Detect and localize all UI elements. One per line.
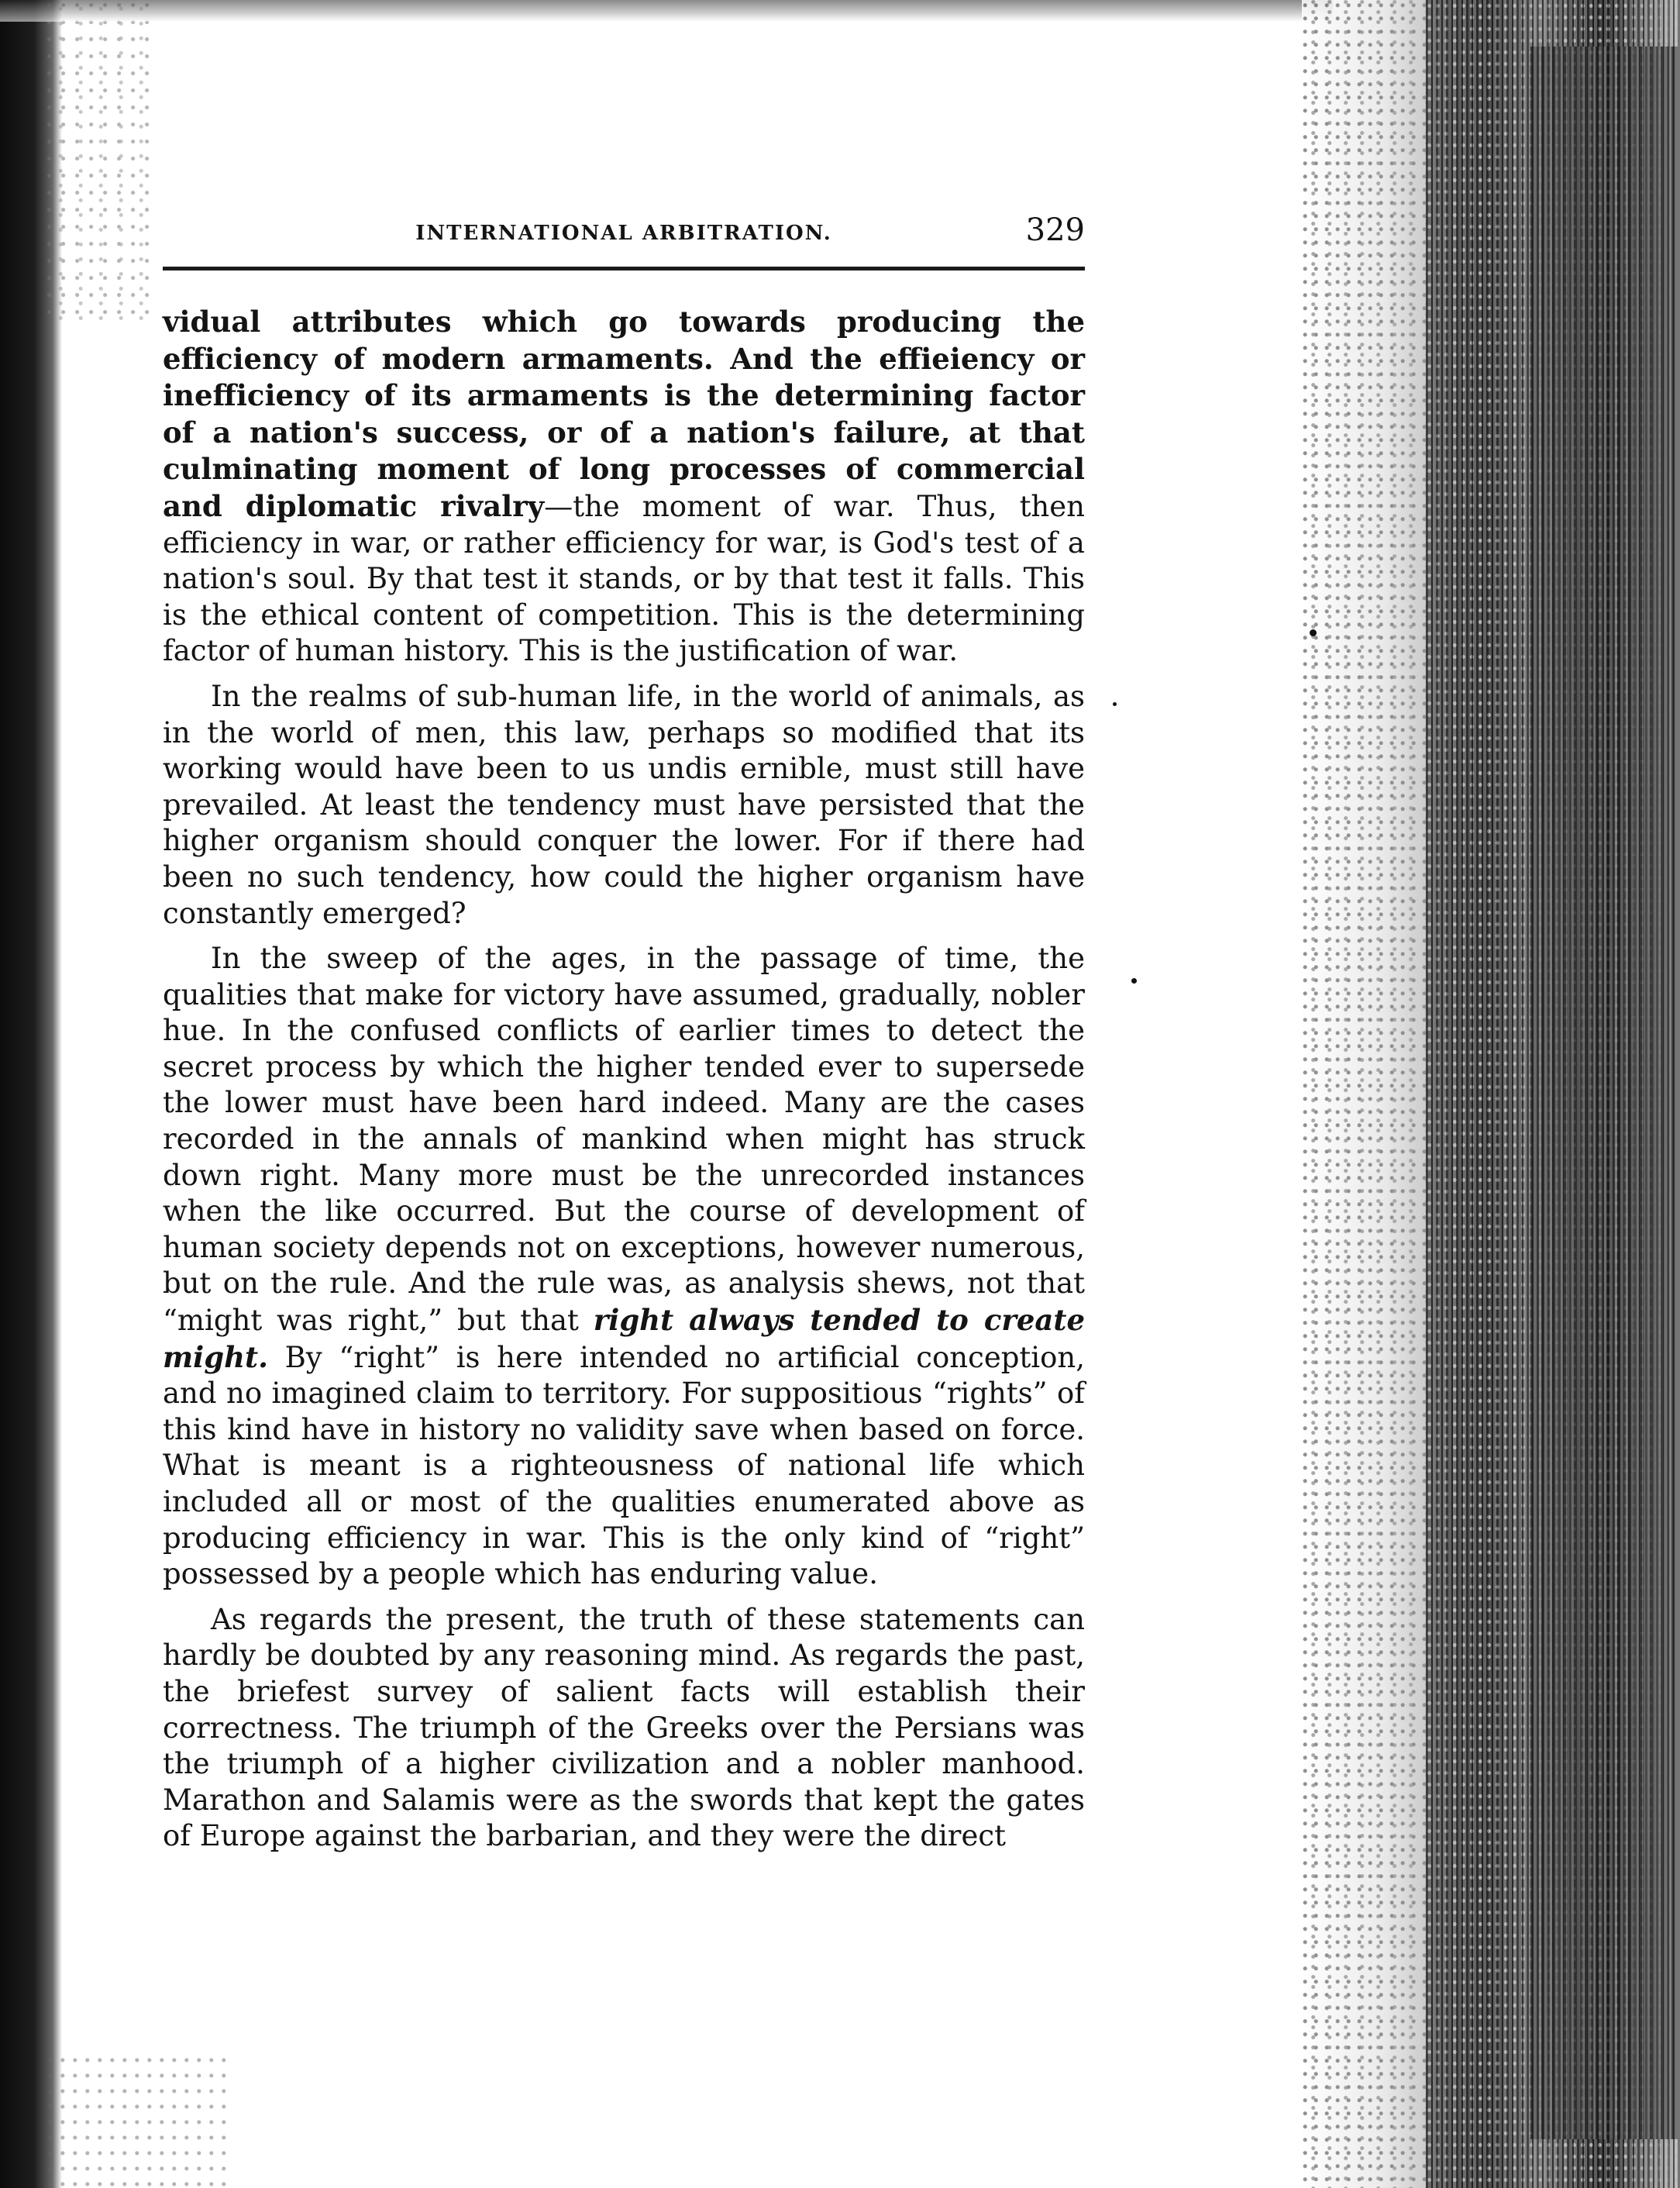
scan-right-noise <box>1302 0 1434 2188</box>
header-rule <box>163 267 1085 270</box>
paragraph-3 <box>163 941 1085 1593</box>
scan-speckle-top-left <box>46 0 155 326</box>
scan-left-edge <box>0 0 62 2188</box>
paragraph-3-italic-segment: right always tended to create might. <box>163 1303 1085 1374</box>
scan-binding-shadow <box>1530 47 1678 2139</box>
paragraph-1-bold-segment: vidual attributes which go towards producing the efficiency of modern armaments. And the effieiency or inefficiency of its armaments is the determining factor of a nation's success, or of a nation's failure, at that culminating moment of long processes of commercial and diplomatic rivalry <box>163 305 1085 523</box>
scan-top-edge <box>0 0 1333 22</box>
page-number: 329 <box>1025 212 1085 248</box>
running-head <box>163 209 1085 256</box>
scan-dust-speck <box>1113 702 1117 706</box>
running-title: INTERNATIONAL ARBITRATION. <box>415 222 832 245</box>
body-text <box>163 304 1085 1864</box>
paragraph-3-segment-after: By “right” is here intended no artificial conception, and no imagined claim to territory. For suppositious “rights” of this kind have in history no validity save when based on force. What is meant is a righteousness of national life which included all or most of the qualities enumerated above as producing efficiency in war. This is the only kind of “right” possessed by a people which has enduring value. <box>163 1340 1085 1591</box>
scan-speckle-bottom-left <box>46 2054 232 2188</box>
paragraph-3-segment-before: In the sweep of the ages, in the passage of time, the qualities that make for victory have assumed, gradually, nobler hue. In the confused conflicts of earlier times to detect the secret process by which the higher tended ever to supersede the lower must have been hard indeed. Many are the cases recorded in the annals of mankind when might has struck down right. Many more must be the unrecorded instances when the like occurred. But the course of development of human society depends not on exceptions, however numerous, but on the rule. And the rule was, as analysis shews, not that “might was right,” but that <box>163 942 1085 1338</box>
paragraph-2: In the realms of sub-human life, in the world of animals, as in the world of men, this law, perhaps so modified that its working would have been to us undis ernible, must still have prevailed. At least the tendency must have persisted that the higher organism should conquer the lower. For if there had been no such tendency, how could the higher organism have constantly emerged? <box>163 679 1085 930</box>
paragraph-1-plain-segment: —the moment of war. Thus, then efficiency in war, or rather efficiency for war, is God's test of a nation's soul. By that test it stands, or by that test it falls. This is the ethical content of competition. This is the determining factor of human history. This is the justification of war. <box>163 489 1085 668</box>
scan-dust-speck <box>1310 629 1317 636</box>
paragraph-4: As regards the present, the truth of these statements can hardly be doubted by any reasoning mind. As regards the past, the briefest survey of salient facts will establish their correctness. The triumph of the Greeks over the Persians was the triumph of a higher civilization and a nobler manhood. Marathon and Salamis were as the swords that kept the gates of Europe against the barbarian, and they were the direct <box>163 1602 1085 1853</box>
paragraph-1 <box>163 304 1085 670</box>
scan-dust-speck <box>1131 978 1137 984</box>
